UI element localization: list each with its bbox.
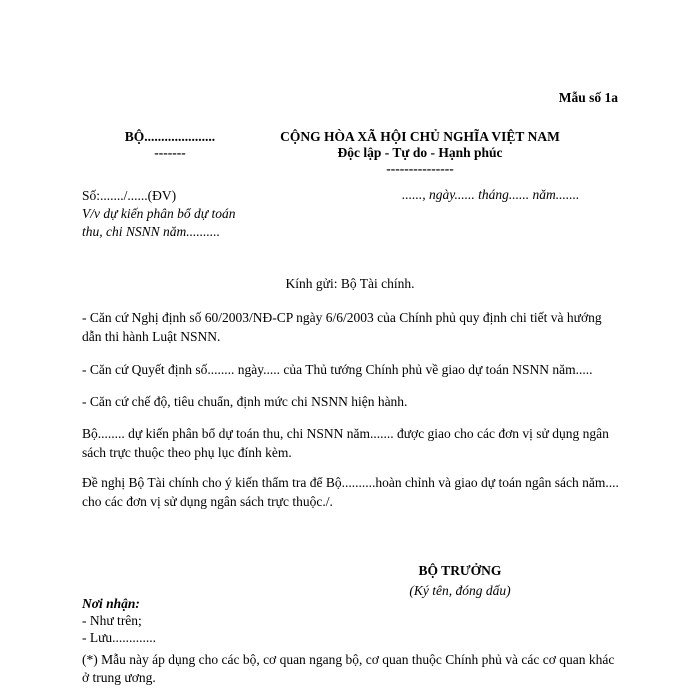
signature-block xyxy=(380,561,540,601)
ministry-block xyxy=(100,129,240,161)
state-motto: Độc lập - Tự do - Hạnh phúc xyxy=(337,145,503,160)
salutation: Kính gửi: Bộ Tài chính. xyxy=(285,276,415,291)
recipients-heading: Nơi nhận: xyxy=(82,596,140,611)
paragraph-request: Đề nghị Bộ Tài chính cho ý kiến thẩm tra để Bộ..........hoàn chỉnh và giao dự toán ngân sách năm.... cho các đơn vị sử dụng ngân sách trực thuộc./. xyxy=(82,475,619,509)
form-number: Mẫu số 1a xyxy=(558,90,618,105)
footnote: (*) Mẫu này áp dụng cho các bộ, cơ quan ngang bộ, cơ quan thuộc Chính phủ và các cơ quan khác ở trung ương. xyxy=(82,652,615,685)
reference-block xyxy=(82,187,235,241)
date-line: ......, ngày...... tháng...... năm....... xyxy=(402,187,580,202)
signature-title: BỘ TRƯỞNG xyxy=(418,563,502,578)
recipient-item: - Như trên; xyxy=(82,613,142,628)
paragraph-allocation: Bộ........ dự kiến phân bổ dự toán thu, chi NSNN năm....... được giao cho các đơn vị sử dụng ngân sách trực thuộc theo phụ lục đính kèm. xyxy=(82,426,609,460)
subject-line-1: V/v dự kiến phân bổ dự toán xyxy=(82,206,236,221)
recipient-item: - Lưu............. xyxy=(82,630,157,645)
subject-line-2: thu, chi NSNN năm.......... xyxy=(82,224,221,239)
recipients-block xyxy=(82,595,156,646)
ministry-name: BỘ..................... xyxy=(124,129,216,144)
document-number: Số:......./......(ĐV) xyxy=(82,188,177,203)
paragraph-legal-basis-1: - Căn cứ Nghị định số 60/2003/NĐ-CP ngày 6/6/2003 của Chính phủ quy định chi tiết và hướng dẫn thi hành Luật NSNN. xyxy=(82,310,602,344)
signature-note: (Ký tên, đóng dấu) xyxy=(409,583,511,598)
paragraph-legal-basis-3: - Căn cứ chế độ, tiêu chuẩn, định mức chi NSNN hiện hành. xyxy=(82,394,408,409)
state-header xyxy=(270,129,570,177)
state-dashes: --------------- xyxy=(386,161,454,176)
ministry-dashes: ------- xyxy=(154,145,186,160)
state-name: CỘNG HÒA XÃ HỘI CHỦ NGHĨA VIỆT NAM xyxy=(280,129,560,144)
paragraph-legal-basis-2: - Căn cứ Quyết định số........ ngày..... của Thủ tướng Chính phủ về giao dự toán NSNN năm..... xyxy=(82,362,593,377)
